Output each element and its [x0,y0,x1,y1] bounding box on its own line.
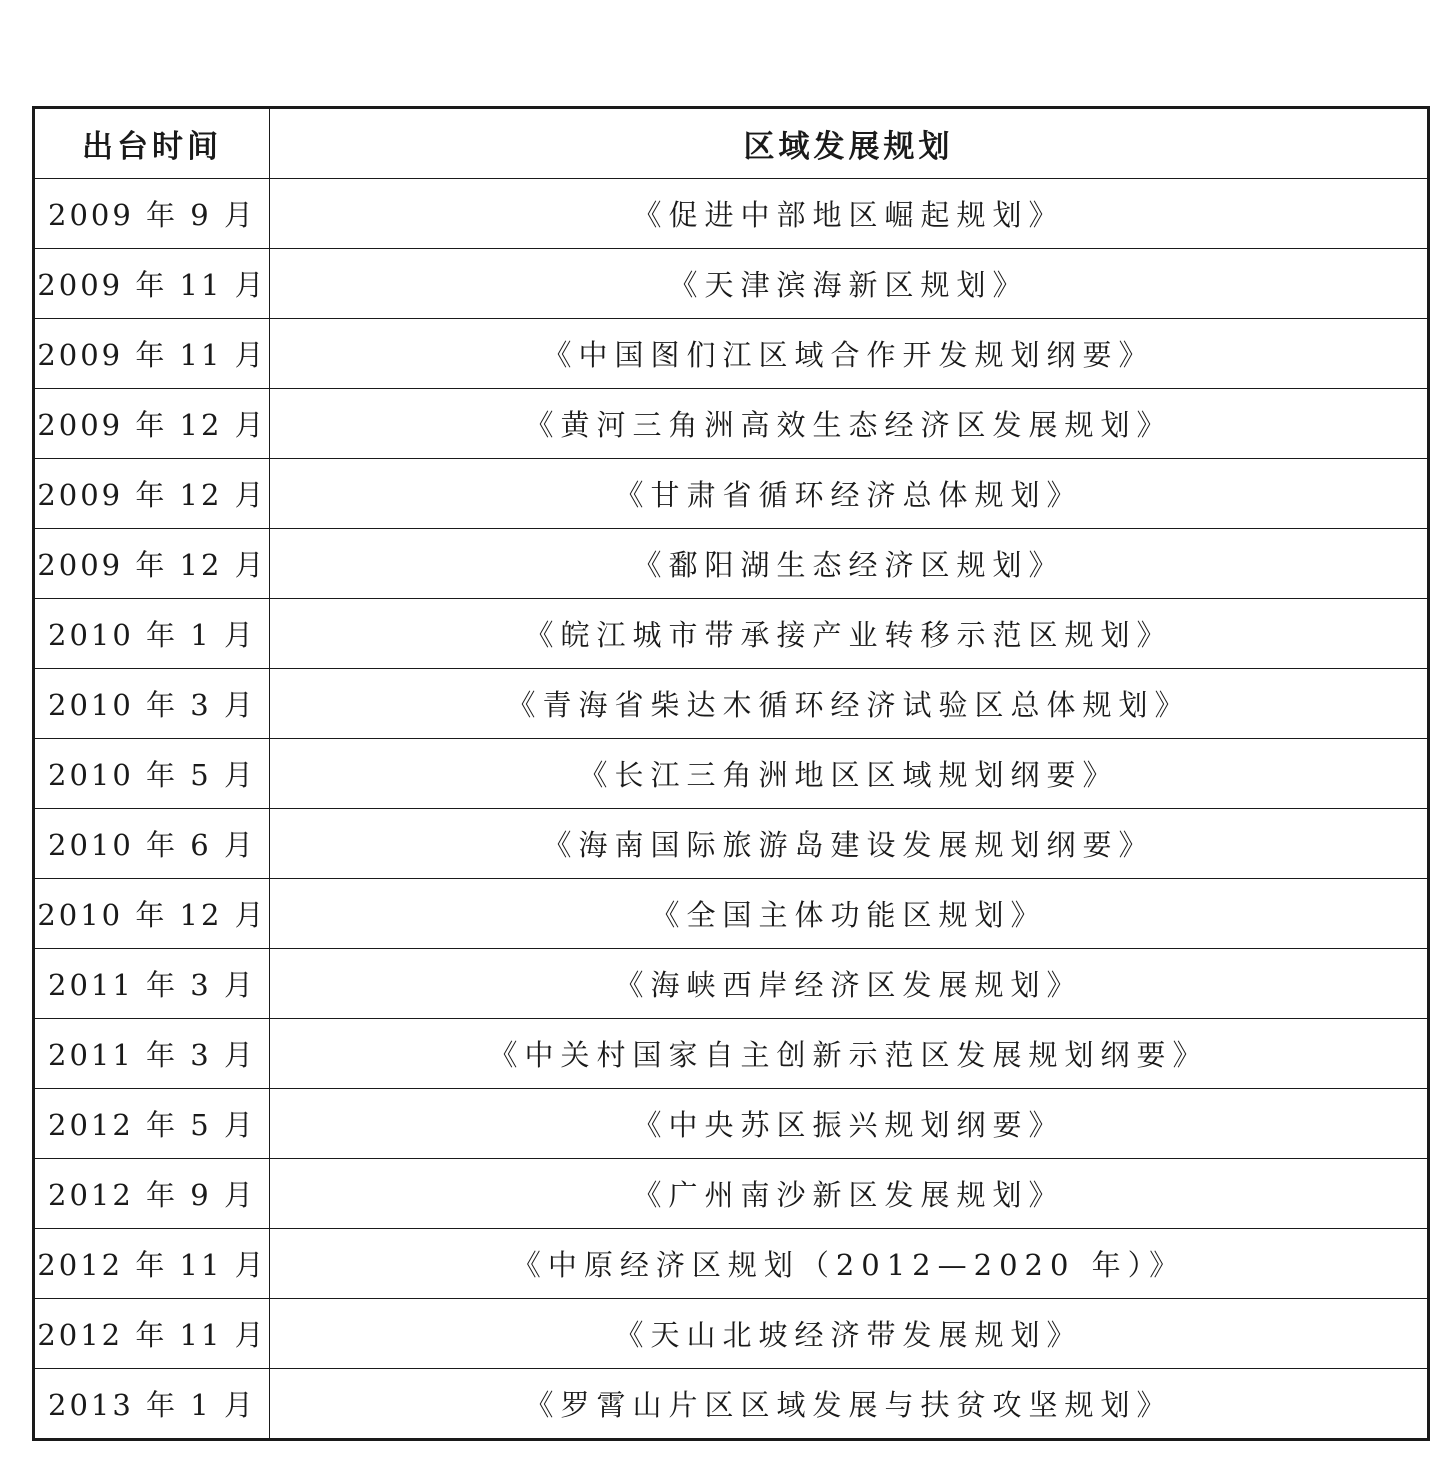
table-row [34,1369,1429,1440]
table-row [34,249,1429,319]
plan-name: 《皖江城市带承接产业转移示范区规划》 [270,599,1429,669]
regional-plans-table-container [32,106,1427,1441]
release-date: 2011 年 3 月 [34,949,270,1019]
plan-name: 《天山北坡经济带发展规划》 [270,1299,1429,1369]
table-row [34,1159,1429,1229]
table-row [34,529,1429,599]
release-date: 2010 年 12 月 [34,879,270,949]
table-row [34,1229,1429,1299]
release-date: 2012 年 11 月 [34,1299,270,1369]
plan-name: 《青海省柴达木循环经济试验区总体规划》 [270,669,1429,739]
plan-name: 《海峡西岸经济区发展规划》 [270,949,1429,1019]
header-regional-plan: 区域发展规划 [270,108,1429,179]
release-date: 2012 年 9 月 [34,1159,270,1229]
plan-name: 《罗霄山片区区域发展与扶贫攻坚规划》 [270,1369,1429,1440]
header-release-time: 出台时间 [34,108,270,179]
release-date: 2009 年 12 月 [34,529,270,599]
table-row [34,1019,1429,1089]
plan-name: 《中国图们江区域合作开发规划纲要》 [270,319,1429,389]
plan-name: 《天津滨海新区规划》 [270,249,1429,319]
table-row [34,879,1429,949]
release-date: 2009 年 11 月 [34,249,270,319]
table-row [34,809,1429,879]
plan-name: 《长江三角洲地区区域规划纲要》 [270,739,1429,809]
plan-name: 《促进中部地区崛起规划》 [270,179,1429,249]
release-date: 2010 年 1 月 [34,599,270,669]
plan-name: 《中央苏区振兴规划纲要》 [270,1089,1429,1159]
release-date: 2010 年 6 月 [34,809,270,879]
release-date: 2009 年 9 月 [34,179,270,249]
table-row [34,319,1429,389]
plan-name: 《广州南沙新区发展规划》 [270,1159,1429,1229]
table-header-row [34,108,1429,179]
table-row [34,389,1429,459]
plan-name: 《中原经济区规划（2012—2020 年）》 [270,1229,1429,1299]
release-date: 2010 年 5 月 [34,739,270,809]
release-date: 2011 年 3 月 [34,1019,270,1089]
release-date: 2012 年 5 月 [34,1089,270,1159]
plan-name: 《全国主体功能区规划》 [270,879,1429,949]
plan-name: 《鄱阳湖生态经济区规划》 [270,529,1429,599]
release-date: 2009 年 12 月 [34,459,270,529]
table-row [34,1089,1429,1159]
release-date: 2012 年 11 月 [34,1229,270,1299]
table-row [34,179,1429,249]
table-row [34,739,1429,809]
table-row [34,459,1429,529]
release-date: 2009 年 11 月 [34,319,270,389]
table-row [34,669,1429,739]
table-row [34,949,1429,1019]
plan-name: 《黄河三角洲高效生态经济区发展规划》 [270,389,1429,459]
table-row [34,1299,1429,1369]
release-date: 2010 年 3 月 [34,669,270,739]
plan-name: 《甘肃省循环经济总体规划》 [270,459,1429,529]
plan-name: 《中关村国家自主创新示范区发展规划纲要》 [270,1019,1429,1089]
release-date: 2009 年 12 月 [34,389,270,459]
regional-plans-table [32,106,1430,1441]
release-date: 2013 年 1 月 [34,1369,270,1440]
table-row [34,599,1429,669]
plan-name: 《海南国际旅游岛建设发展规划纲要》 [270,809,1429,879]
